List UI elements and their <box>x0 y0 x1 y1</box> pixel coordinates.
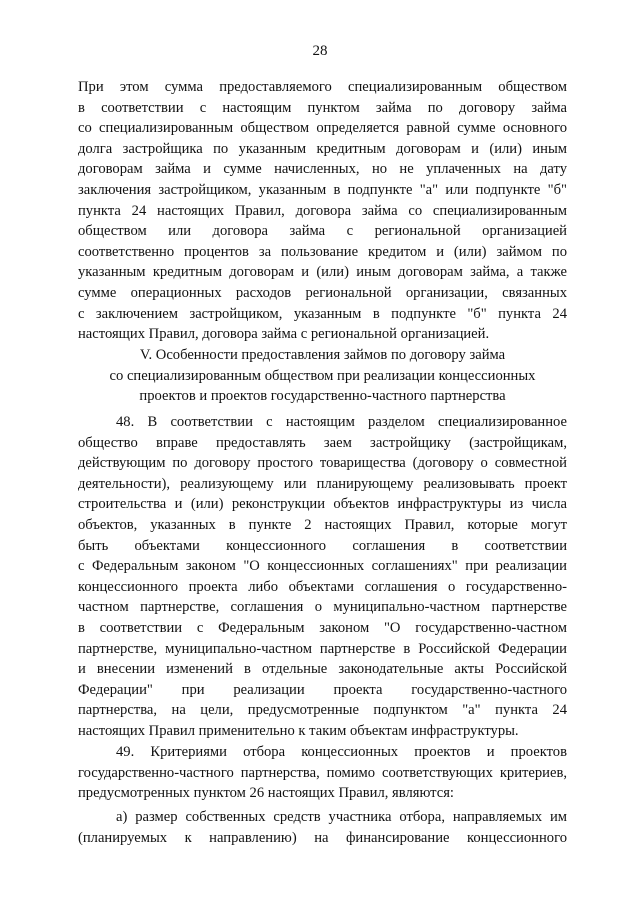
page-number: 28 <box>312 43 328 59</box>
text-line: указанным кредитным договорам и (или) иным договорам займа, а также <box>78 264 567 281</box>
text-line: 49. Критериями отбора концессионных проектов и проектов <box>116 744 567 760</box>
text-line: концессионного проекта либо объектами соглашения о государственно- <box>78 578 567 595</box>
text-line: деятельности), реализующему или планирующему реализовывать проект <box>78 475 567 492</box>
text-line: и внесении изменений в отдельные законодательные акты Российской <box>78 661 567 678</box>
text-line: с Федеральным законом "О концессионных соглашениях" при реализации <box>78 558 567 575</box>
text-line: (планируемых к направлению) на финансирование концессионного <box>78 829 567 846</box>
text-line: долга застройщика по указанным кредитным договорам и (или) иным <box>78 140 567 157</box>
text-line: объектов, указанных в пункте 2 настоящих Правил, которые могут <box>78 516 567 533</box>
heading-line: проектов и проектов государственно-частного партнерства <box>139 388 506 405</box>
paragraph-49 <box>78 742 567 804</box>
text-line: государственно-частного партнерства, помимо соответствующих критериев, <box>78 764 567 781</box>
heading-line: со специализированным обществом при реализации концессионных <box>109 367 536 384</box>
text-line: При этом сумма предоставляемого специализированным обществом <box>78 79 567 95</box>
text-line: а) размер собственных средств участника отбора, направляемых им <box>116 809 567 825</box>
section-heading <box>78 345 567 407</box>
text-line: настоящих Правил применительно к таким объектам инфраструктуры. <box>78 722 519 739</box>
paragraph-49a <box>78 807 567 848</box>
text-line: в соответствии с Федеральным законом "О государственно-частном <box>78 619 567 636</box>
text-line: соответственно процентов за пользование кредитом и (или) займом по <box>78 243 567 260</box>
text-line: с заключением застройщиком, указанным в подпункте "б" пункта 24 <box>78 305 567 322</box>
text-line: партнерства, на цели, предусмотренные подпунктом "а" пункта 24 <box>78 702 567 719</box>
text-line: 48. В соответствии с настоящим разделом специализированное <box>116 414 567 430</box>
text-line: строительства и (или) реконструкции объектов инфраструктуры из числа <box>78 496 567 513</box>
text-line: партнерстве, муниципально-частном партнерстве в Российской Федерации <box>78 640 567 657</box>
text-line: сумме операционных расходов региональной организации, связанных <box>78 284 567 301</box>
paragraph-intro <box>78 77 567 345</box>
text-line: в соответствии с настоящим пунктом займа по договору займа <box>78 99 567 116</box>
text-line: предусмотренных пунктом 26 настоящих Правил, являются: <box>78 785 454 802</box>
text-line: со специализированным обществом определяется равной сумме основного <box>78 120 567 137</box>
text-line: договорам займа и сумме начисленных, но не уплаченных на дату <box>78 161 567 178</box>
text-line: заключения застройщиком, указанным в подпункте "а" или подпункте "б" <box>78 181 567 198</box>
text-line: настоящих Правил, договора займа с региональной организацией. <box>78 326 490 343</box>
text-line: обществом или договора займа с региональной организацией <box>78 223 567 240</box>
text-line: действующим по договору простого товарищества (договору о совместной <box>78 455 567 472</box>
paragraph-48 <box>78 412 567 742</box>
text-line: частном партнерстве, соглашения о муниципально-частном партнерстве <box>78 599 567 616</box>
text-line: Федерации" при реализации проекта государственно-частного <box>78 681 567 698</box>
text-line: пункта 24 настоящих Правил, договора займа со специализированным <box>78 202 567 219</box>
text-line: общество вправе предоставлять заем застройщику (застройщикам, <box>78 434 567 451</box>
heading-line: V. Особенности предоставления займов по договору займа <box>139 347 506 363</box>
text-line: быть объектами концессионного соглашения в соответствии <box>78 537 567 554</box>
